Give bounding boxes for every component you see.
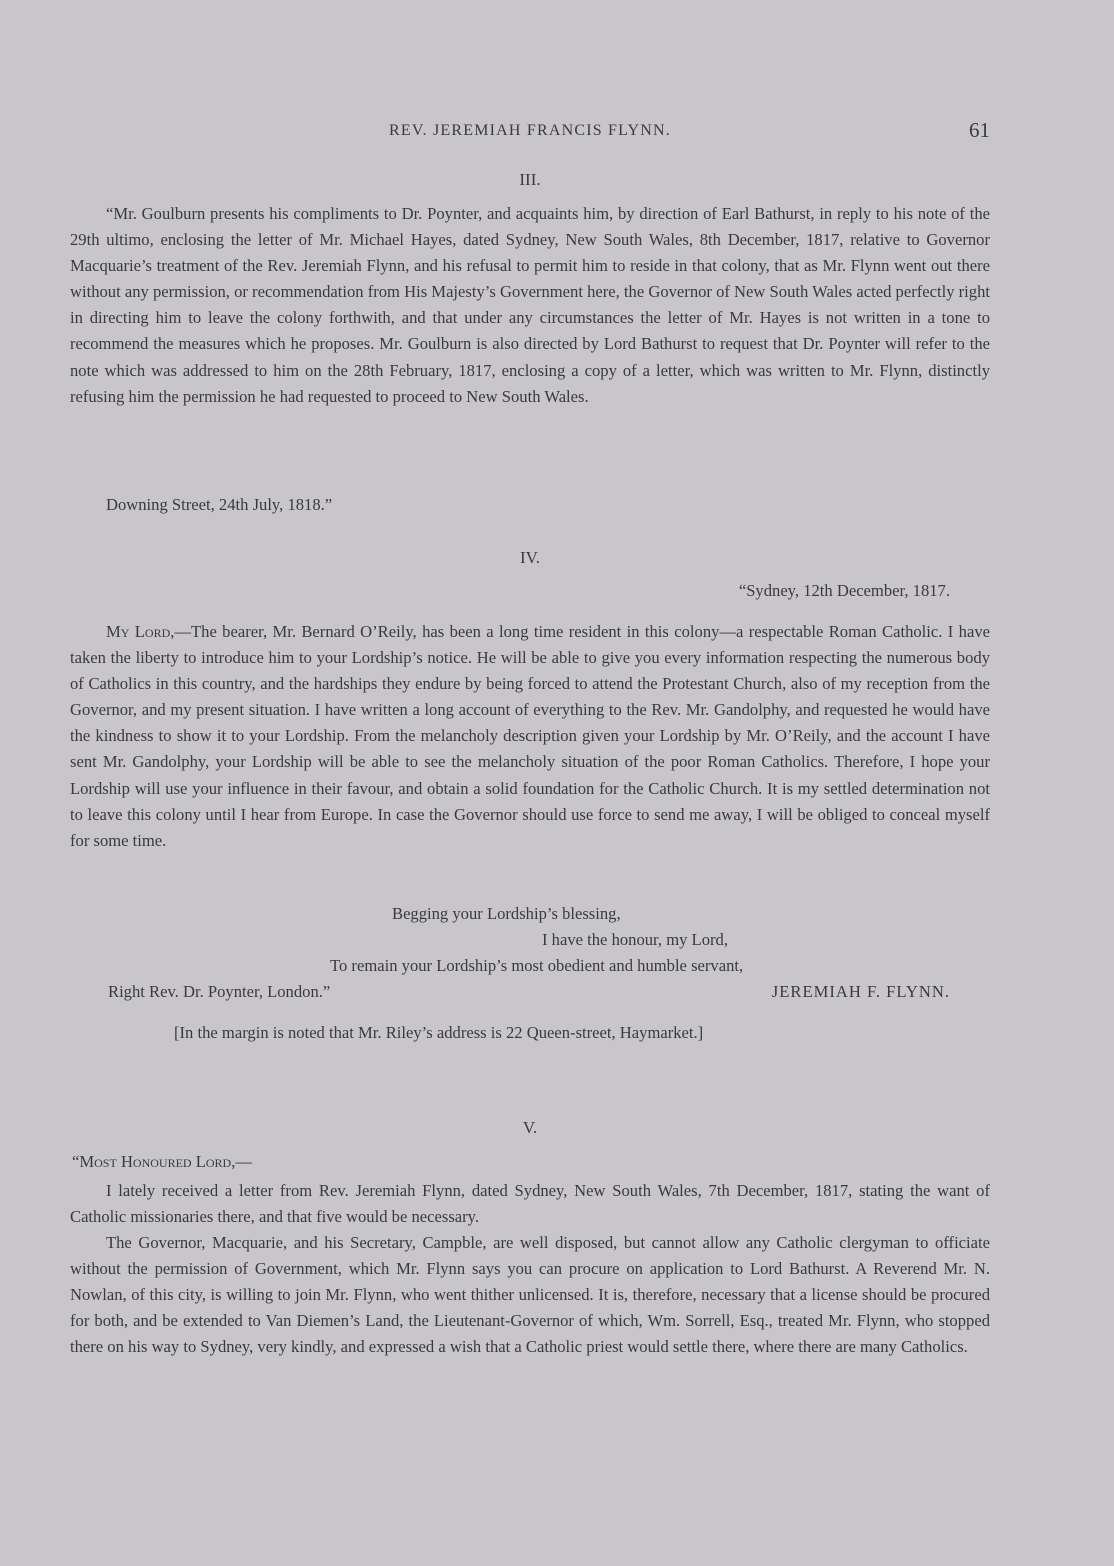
closing-honour: I have the honour, my Lord, bbox=[542, 930, 728, 949]
section-iv-body-text: —The bearer, Mr. Bernard O’Reily, has been a long time resident in this colony—a respectable Roman Catholic. I have taken the liberty to introduce him to your Lordship’s notice. He will be able to give you every information respecting the numerous body of Catholics in this country, and the hardships they endure by being forced to attend the Protestant Church, also of my reception from the Governor, and my present situation. I have written a long account of everything to the Rev. Mr. Gandolphy, and requested he would have the kindness to show it to your Lordship. From the melancholy description given your Lordship by Mr. O’Reily, and the account I have sent Mr. Gandolphy, your Lordship will be able to see the melancholy situation of the poor Roman Catholics. Therefore, I hope your Lordship will use your influence in their favour, and obtain a solid foundation for the Catholic Church. It is my settled determination not to leave this colony until I hear from Europe. In case the Governor should use force to send me away, I will be obliged to conceal myself for some time. bbox=[70, 622, 990, 850]
section-iii-dateline: Downing Street, 24th July, 1818.” bbox=[106, 495, 333, 514]
margin-note: [In the margin is noted that Mr. Riley’s address is 22 Queen-street, Haymarket.] bbox=[174, 1023, 704, 1042]
salutation-my-lord: My Lord, bbox=[106, 622, 175, 641]
section-numeral-iii: III. bbox=[519, 170, 541, 189]
closing-blessing: Begging your Lordship’s blessing, bbox=[392, 904, 621, 923]
section-iv-body bbox=[70, 619, 990, 854]
section-iii-body: “Mr. Goulburn presents his compliments to Dr. Poynter, and acquaints him, by direction of Earl Bathurst, in reply to his note of the 29th ultimo, enclosing the letter of Mr. Michael Hayes, dated Sydney, New South Wales, 8th December, 1817, relative to Governor Macquarie’s treatment of the Rev. Jeremiah Flynn, and his refusal to permit him to reside in that colony, that as Mr. Flynn went out there without any permission, or recommendation from His Majesty’s Government here, the Governor of New South Wales acted perfectly right in directing him to leave the colony forthwith, and that under any circumstances the letter of Mr. Hayes is not written in a tone to recommend the measures which he proposes. Mr. Goulburn is also directed by Lord Bathurst to request that Dr. Poynter will refer to the note which was addressed to him on the 28th February, 1817, enclosing a copy of a letter, which was written to Mr. Flynn, distinctly refusing him the permission he had requested to proceed to New South Wales. bbox=[70, 204, 990, 406]
addressee: Right Rev. Dr. Poynter, London.” bbox=[108, 982, 331, 1001]
signature: JEREMIAH F. FLYNN. bbox=[771, 982, 950, 1001]
section-numeral-iv: IV. bbox=[520, 548, 540, 567]
section-numeral-v: V. bbox=[522, 1118, 538, 1137]
section-v-para-1: I lately received a letter from Rev. Jeremiah Flynn, dated Sydney, New South Wales, 7th December, 1817, stating the want of Catholic missionaries there, and that five would be necessary. bbox=[70, 1181, 990, 1227]
salutation-most-honoured: “Most Honoured Lord,— bbox=[72, 1152, 252, 1171]
section-iv-dateline: “Sydney, 12th December, 1817. bbox=[738, 581, 950, 600]
running-head bbox=[70, 118, 990, 144]
running-head-title: REV. JEREMIAH FRANCIS FLYNN. bbox=[389, 122, 671, 139]
page-number: 61 bbox=[969, 118, 990, 142]
section-v-para-2: The Governor, Macquarie, and his Secretary, Campble, are well disposed, but cannot allow any Catholic clergyman to officiate without the permission of Government, which Mr. Flynn says you can procure on application to Lord Bathurst. A Reverend Mr. N. Nowlan, of this city, is willing to join Mr. Flynn, who went thither unlicensed. It is, therefore, necessary that a license should be procured for both, and be extended to Van Diemen’s Land, the Lieutenant-Governor of which, Wm. Sorrell, Esq., treated Mr. Flynn, who stopped there on his way to Sydney, very kindly, and expressed a wish that a Catholic priest would settle there, where there are many Catholics. bbox=[70, 1233, 990, 1357]
closing-servant: To remain your Lordship’s most obedient and humble servant, bbox=[330, 956, 744, 975]
